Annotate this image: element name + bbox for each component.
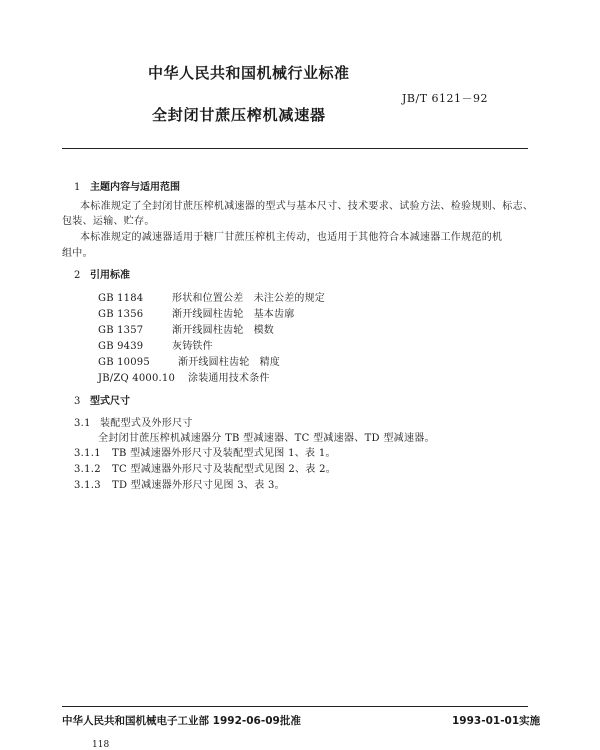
reference-standard: [98, 353, 280, 368]
reference-title: 渐开线圆柱齿轮 基本齿廓: [172, 309, 295, 320]
section-3-heading: [74, 392, 130, 407]
subsection-3-1-3: [74, 476, 285, 491]
subsection-3-1-2-number: 3.1.2: [74, 464, 101, 475]
reference-standard: [98, 337, 213, 352]
subsection-3-1-2: [74, 460, 336, 475]
header-rule: [62, 148, 528, 149]
reference-standard: [98, 321, 274, 336]
footer-rule: [62, 706, 528, 707]
section-1-para1-line1: 本标准规定了全封闭甘蔗压榨机减速器的型式与基本尺寸、技术要求、试验方法、检验规则、标志、: [80, 201, 534, 212]
reference-code: GB 9439: [98, 341, 144, 352]
reference-title: 涂装通用技术条件: [188, 373, 270, 384]
reference-code: GB 1356: [98, 309, 144, 320]
reference-code: JB/ZQ 4000.10: [98, 373, 176, 384]
reference-title: 渐开线圆柱齿轮 精度: [178, 357, 280, 368]
subsection-3-1-1: [74, 444, 336, 459]
reference-code: GB 1184: [98, 293, 144, 304]
reference-title: 渐开线圆柱齿轮 模数: [172, 325, 274, 336]
subsection-3-1-3-text: TD 型减速器外形尺寸见图 3、表 3。: [112, 480, 285, 491]
reference-standard: [98, 369, 270, 384]
reference-standard: [98, 289, 325, 304]
standard-code: JB/T 6121－92: [402, 92, 489, 105]
section-2-number: 2: [74, 270, 81, 281]
subsection-3-1-1-text: TB 型减速器外形尺寸及装配型式见图 1、表 1。: [112, 448, 336, 459]
section-1-para1-line2: 包装、运输、贮存。: [62, 216, 155, 227]
section-3-number: 3: [74, 396, 81, 407]
section-1-title: 主题内容与适用范围: [90, 182, 180, 193]
subsection-3-1-text: 全封闭甘蔗压榨机减速器分 TB 型减速器、TC 型减速器、TD 型减速器。: [98, 433, 435, 444]
section-1-heading: [74, 178, 180, 193]
subsection-3-1-1-number: 3.1.1: [74, 448, 101, 459]
reference-standard: [98, 305, 294, 320]
reference-code: GB 10095: [98, 357, 150, 368]
subsection-3-1-heading: [74, 414, 193, 429]
reference-title: 灰铸铁件: [172, 341, 213, 352]
section-1-para2-line2: 组中。: [62, 248, 93, 259]
issuing-organization: 中华人民共和国机械行业标准: [148, 64, 350, 82]
page-number: 118: [92, 740, 110, 750]
subsection-3-1-title: 装配型式及外形尺寸: [100, 418, 193, 429]
section-2-heading: [74, 266, 130, 281]
subsection-3-1-number: 3.1: [74, 418, 91, 429]
subsection-3-1-3-number: 3.1.3: [74, 480, 101, 491]
section-1-number: 1: [74, 182, 81, 193]
section-1-para2-line1: 本标准规定的减速器适用于糖厂甘蔗压榨机主传动，也适用于其他符合本减速器工作规范的机: [80, 232, 503, 243]
section-2-title: 引用标准: [90, 270, 130, 281]
subsection-3-1-2-text: TC 型减速器外形尺寸及装配型式见图 2、表 2。: [112, 464, 337, 475]
section-3-title: 型式尺寸: [90, 396, 130, 407]
document-title: 全封闭甘蔗压榨机减速器: [152, 106, 326, 124]
implementation-date: 1993-01-01实施: [452, 715, 541, 727]
approval-line: 中华人民共和国机械电子工业部 1992-06-09批准: [62, 715, 301, 727]
reference-title: 形状和位置公差 未注公差的规定: [172, 293, 325, 304]
reference-code: GB 1357: [98, 325, 144, 336]
